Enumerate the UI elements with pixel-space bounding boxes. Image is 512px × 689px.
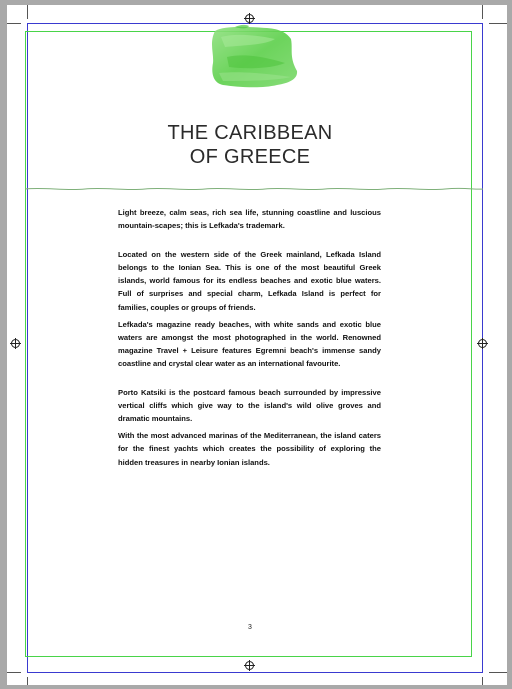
wave-divider <box>25 185 483 193</box>
registration-mark <box>478 339 487 348</box>
paragraph: Located on the western side of the Greek mainland, Lefkada Island belongs to the Ionian Sea. This is one of the most beautiful Greek islands, world famous for its endless beaches and exotic blue waters. Full of surprises and special charm, Lefkada Island is perfect for families, couples or groups of friends. <box>118 250 381 312</box>
crop-mark <box>7 672 21 673</box>
crop-mark <box>489 672 507 673</box>
page-number: 3 <box>248 624 252 631</box>
watercolor-brush-graphic <box>205 23 301 91</box>
registration-mark <box>245 14 254 23</box>
paragraph: Lefkada's magazine ready beaches, with white sands and exotic blue waters are amongst the most photographed in the world. Renowned magazine Travel + Leisure features Egremni beach's immense sandy coastline and crystal clear water as an international favourite. <box>118 319 381 368</box>
registration-mark <box>11 339 20 348</box>
page-title <box>7 121 493 169</box>
title-line-1: THE CARIBBEAN <box>167 122 333 144</box>
crop-mark <box>27 5 28 19</box>
paragraph: Light breeze, calm seas, rich sea life, stunning coastline and luscious mountain-scapes; this is Lefkada's trademark. <box>118 208 381 231</box>
crop-mark <box>489 23 507 24</box>
crop-mark <box>7 23 21 24</box>
crop-mark <box>482 5 483 19</box>
document-page <box>7 5 507 685</box>
body-text <box>118 206 381 473</box>
paragraph: Porto Katsiki is the postcard famous beach surrounded by impressive vertical cliffs which give way to the island's wild olive groves and dramatic mountains. <box>118 388 381 424</box>
crop-mark <box>482 677 483 685</box>
registration-mark <box>245 661 254 670</box>
title-line-2: OF GREECE <box>189 146 311 168</box>
crop-mark <box>27 677 28 685</box>
paragraph: With the most advanced marinas of the Mediterranean, the island caters for the finest yachts which creates the possibility of exploring the hidden treasures in nearby Ionian islands. <box>118 431 381 467</box>
